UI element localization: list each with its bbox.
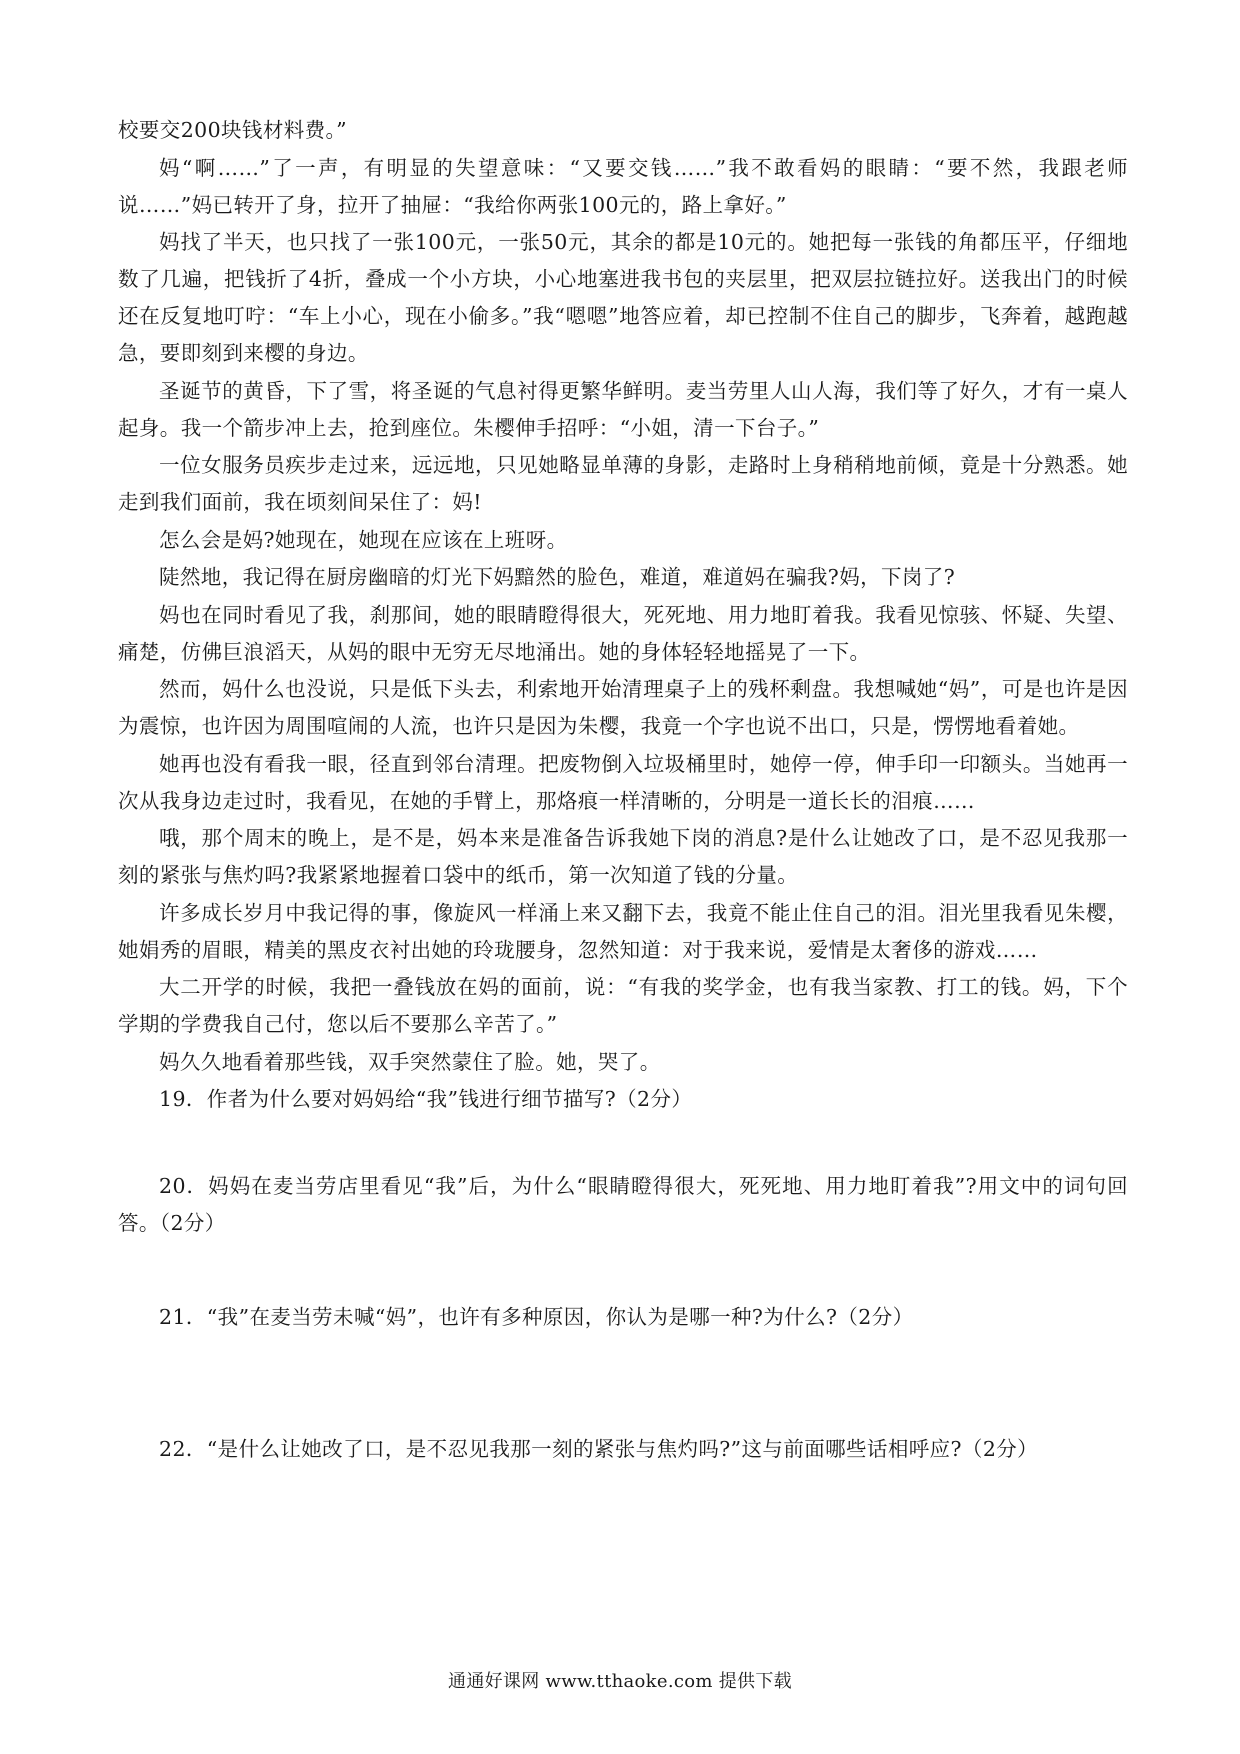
passage-paragraph-11: 哦，那个周末的晚上，是不是，妈本来是准备告诉我她下岗的消息?是什么让她改了口，是不忍见我那一刻的紧张与焦灼吗?我紧紧地握着口袋中的纸币，第一次知道了钱的分量。 bbox=[118, 826, 1128, 887]
question-20: 20．妈妈在麦当劳店里看见“我”后，为什么“眼睛瞪得很大，死死地、用力地盯着我”?用文中的词句回答。（2分） bbox=[118, 1174, 1128, 1235]
passage-paragraph-13: 大二开学的时候，我把一叠钱放在妈的面前，说：“有我的奖学金，也有我当家教、打工的钱。妈，下个学期的学费我自己付，您以后不要那么辛苦了。” bbox=[118, 975, 1128, 1036]
passage-paragraph-3: 妈找了半天，也只找了一张100元，一张50元，其余的都是10元的。她把每一张钱的角都压平，仔细地数了几遍，把钱折了4折，叠成一个小方块，小心地塞进我书包的夹层里，把双层拉链拉好。送我出门的时候还在反复地叮咛：“车上小心，现在小偷多。”我“嗯嗯”地答应着，却已控制不住自己的脚步，飞奔着，越跑越急，要即刻到来樱的身边。 bbox=[118, 230, 1128, 365]
passage-paragraph-12: 许多成长岁月中我记得的事，像旋风一样涌上来又翻下去，我竟不能止住自己的泪。泪光里我看见朱樱，她娟秀的眉眼，精美的黑皮衣衬出她的玲珑腰身，忽然知道：对于我来说，爱情是太奢侈的游戏…… bbox=[118, 900, 1128, 962]
passage-paragraph-2: 妈“啊……”了一声，有明显的失望意味：“又要交钱……”我不敢看妈的眼睛：“要不然，我跟老师说……”妈已转开了身，拉开了抽屉：“我给你两张100元的，路上拿好。” bbox=[118, 155, 1128, 217]
question-21: 21．“我”在麦当劳未喊“妈”，也许有多种原因，你认为是哪一种?为什么?（2分） bbox=[159, 1305, 914, 1329]
passage-paragraph-9: 然而，妈什么也没说，只是低下头去，利索地开始清理桌子上的残杯剩盘。我想喊她“妈”，可是也许是因为震惊，也许因为周围喧闹的人流，也许只是因为朱樱，我竟一个字也说不出口，只是，愣愣地看着她。 bbox=[118, 677, 1128, 738]
passage-paragraph-8: 妈也在同时看见了我，刹那间，她的眼睛瞪得很大，死死地、用力地盯着我。我看见惊骇、怀疑、失望、痛楚，仿佛巨浪滔天，从妈的眼中无穷无尽地涌出。她的身体轻轻地摇晃了一下。 bbox=[118, 602, 1128, 664]
passage-paragraph-14: 妈久久地看着那些钱，双手突然蒙住了脸。她，哭了。 bbox=[159, 1049, 661, 1074]
answer-space-19 bbox=[118, 1118, 1128, 1168]
answer-space-21 bbox=[118, 1336, 1128, 1431]
passage-paragraph-7: 陡然地，我记得在厨房幽暗的灯光下妈黯然的脸色，难道，难道妈在骗我?妈，下岗了? bbox=[159, 565, 956, 589]
answer-space-20 bbox=[118, 1242, 1128, 1299]
document-page bbox=[118, 112, 1128, 1468]
passage-paragraph-10: 她再也没有看我一眼，径直到邻台清理。把废物倒入垃圾桶里时，她停一停，伸手印一印额头。当她再一次从我身边走过时，我看见，在她的手臂上，那烙痕一样清晰的，分明是一道长长的泪痕…… bbox=[118, 751, 1128, 813]
passage-paragraph-6: 怎么会是妈?她现在，她现在应该在上班呀。 bbox=[159, 527, 568, 552]
passage-paragraph-4: 圣诞节的黄昏，下了雪，将圣诞的气息衬得更繁华鲜明。麦当劳里人山人海，我们等了好久，才有一桌人起身。我一个箭步冲上去，抢到座位。朱樱伸手招呼：“小姐，清一下台子。” bbox=[118, 378, 1128, 440]
passage-paragraph-5: 一位女服务员疾步走过来，远远地，只见她略显单薄的身影，走路时上身稍稍地前倾，竟是十分熟悉。她走到我们面前，我在顷刻间呆住了：妈! bbox=[118, 453, 1128, 514]
passage-paragraph-1: 校要交200块钱材料费。” bbox=[118, 118, 348, 142]
question-22: 22．“是什么让她改了口，是不忍见我那一刻的紧张与焦灼吗?”这与前面哪些话相呼应?（2分） bbox=[159, 1437, 1039, 1461]
page-footer: 通通好课网 www.tthaoke.com 提供下载 bbox=[448, 1671, 792, 1692]
question-19: 19．作者为什么要对妈妈给“我”钱进行细节描写?（2分） bbox=[159, 1087, 693, 1111]
